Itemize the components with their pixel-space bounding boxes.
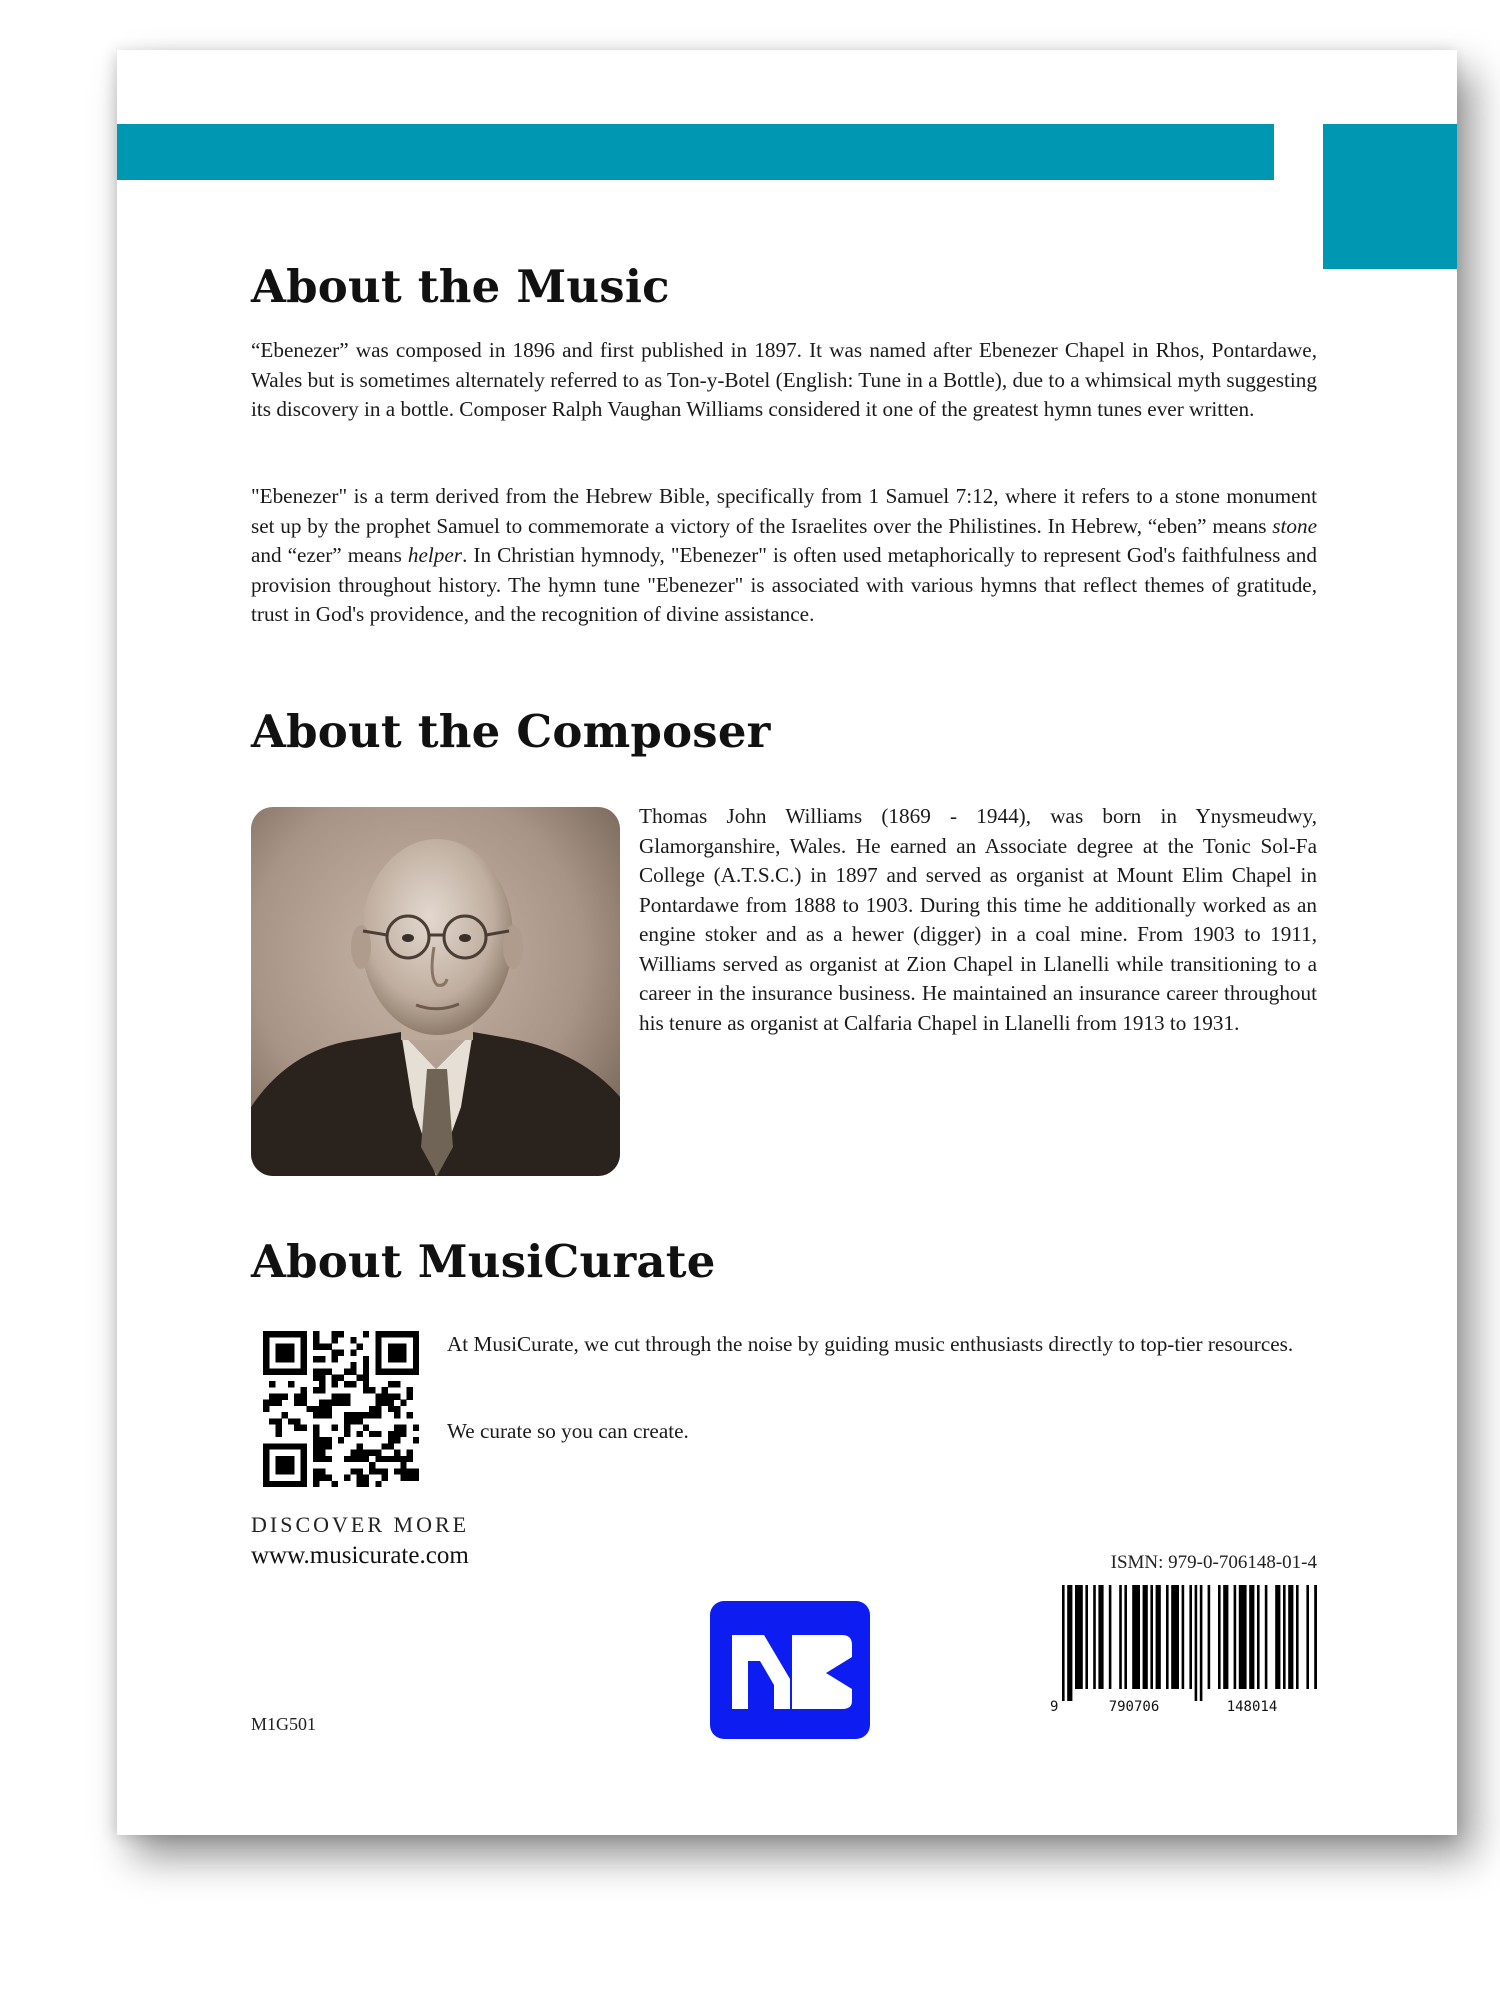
about-composer-heading: About the Composer: [251, 705, 771, 758]
musicurate-tagline: We curate so you can create.: [447, 1419, 689, 1443]
website-link[interactable]: www.musicurate.com: [251, 1542, 469, 1569]
about-music-paragraph-2: "Ebenezer" is a term derived from the Hebrew Bible, specifically from 1 Samuel 7:12, where it refers to a stone monument set up by the prophet Samuel to commemorate a victory of the Israelites over the Philistines. In Hebrew, “eben” means stone and “ezer” means helper. In Christian hymnody, "Ebenezer" is often used metaphorically to represent God's faithfulness and provision throughout history. The hymn tune "Ebenezer" is associated with various hymns that reflect themes of gratitude, trust in God's providence, and the recognition of divine assistance.: [251, 484, 1317, 626]
barcode-digits-right: 148014: [1226, 1699, 1278, 1715]
barcode-digits-left: 790706: [1108, 1699, 1160, 1715]
discover-more-label: DISCOVER MORE: [251, 1512, 470, 1537]
barcode-digit-first: 9: [1050, 1699, 1059, 1715]
barcode: [1046, 1585, 1317, 1715]
ismn-number: ISMN: 979-0-706148-01-4: [1110, 1552, 1317, 1573]
about-music-paragraph-1: “Ebenezer” was composed in 1896 and first published in 1897. It was named after Ebenezer Chapel in Rhos, Pontardawe, Wales but is sometimes alternately referred to as Ton-y-Botel (English: Tune in a Bottle), due to a whimsical myth suggesting its discovery in a bottle. Composer Ralph Vaughan Williams considered it one of the greatest hymn tunes ever written.: [251, 338, 1317, 421]
about-music-heading: About the Music: [251, 260, 670, 313]
accent-tab: [1323, 124, 1457, 269]
product-code: M1G501: [251, 1714, 317, 1734]
about-musicurate-heading: About MusiCurate: [251, 1235, 716, 1288]
qr-code[interactable]: [263, 1331, 419, 1487]
composer-portrait: [251, 807, 620, 1176]
back-cover-page: [117, 50, 1457, 1835]
composer-bio: Thomas John Williams (1869 - 1944), was born in Ynysmeudwy, Glamorganshire, Wales. He earned an Associate degree at the Tonic Sol-Fa College (A.T.S.C.) in 1897 and served as organist at Mount Elim Chapel in Pontardawe from 1888 to 1903. During this time he additionally worked as an engine stoker and as a hewer (digger) in a coal mine. From 1903 to 1911, Williams served as organist at Zion Chapel in Llanelli while transitioning to a career in the insurance business. He maintained an insurance career throughout his tenure as organist at Calfaria Chapel in Llanelli from 1913 to 1931.: [639, 804, 1317, 1035]
musicurate-logo-text: MusiCurate: [722, 1711, 854, 1738]
musicurate-description: At MusiCurate, we cut through the noise by guiding music enthusiasts directly to top-tier resources.: [447, 1332, 1294, 1356]
accent-band: [117, 124, 1274, 180]
